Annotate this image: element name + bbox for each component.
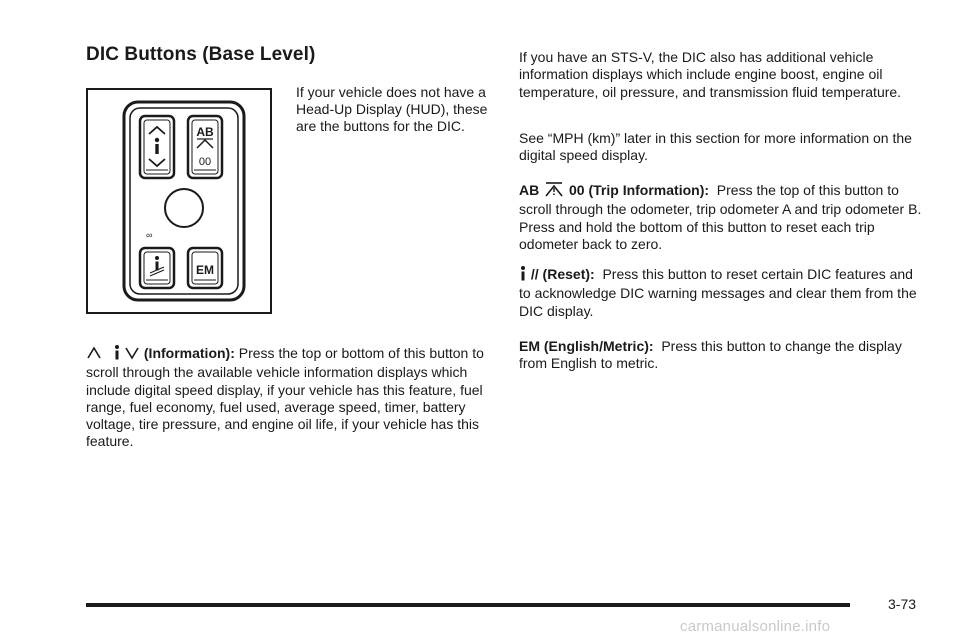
english-metric-button xyxy=(188,248,222,288)
trip-label: 00 (Trip Information): xyxy=(569,182,710,198)
information-paragraph xyxy=(86,344,496,451)
trip-button xyxy=(188,116,222,178)
information-label: (Information): xyxy=(143,345,235,361)
trip-prefix: AB xyxy=(519,182,540,198)
sts-v-paragraph: If you have an STS-V, the DIC also has additional vehicle information displays which include engine boost, engine oil temperature, oil pressure, and transmission fluid temperature. xyxy=(519,49,902,100)
watermark: carmanualsonline.info xyxy=(680,618,831,635)
svg-text:EM: EM xyxy=(196,263,214,277)
trip-information-paragraph xyxy=(519,181,924,253)
dic-button-illustration xyxy=(86,88,272,314)
reset-button xyxy=(140,248,174,288)
trip-reset-arrow-icon xyxy=(543,181,565,201)
speed-display-paragraph: See “MPH (km)” later in this section for more information on the digital speed display. xyxy=(519,130,912,164)
information-text: Press the top or bottom of this button to scroll through the available vehicle information displays which include digital speed display, if your vehicle has this feature, fuel range, fuel economy, fuel used, average speed, timer, battery voltage, tire pressure, and engine oil life, if your vehicle has this feature. xyxy=(86,345,484,450)
reset-paragraph xyxy=(519,265,924,320)
intro-text: If your vehicle does not have a Head-Up Display (HUD), these are the buttons for the DIC. xyxy=(296,84,488,134)
info-reset-symbol-icon xyxy=(519,265,527,285)
svg-text:00: 00 xyxy=(198,156,212,168)
svg-text:AB: AB xyxy=(196,125,214,139)
reset-label: // (Reset): xyxy=(530,266,595,282)
reset-text: Press this button to reset certain DIC features and to acknowledge DIC warning messages and clear them from the DIC display. xyxy=(519,266,917,319)
dic-panel-drawing xyxy=(88,90,270,312)
page-heading: DIC Buttons (Base Level) xyxy=(86,44,316,65)
trip-text: Press the top of this button to scroll through the odometer, trip odometer A and trip odometer B. Press and hold the bottom of this button to reset each trip odometer back to zero. xyxy=(519,182,922,252)
info-scroll-button xyxy=(140,116,174,178)
english-metric-text: Press this button to change the display from English to metric. xyxy=(519,338,902,372)
english-metric-paragraph xyxy=(519,338,924,373)
english-metric-label: EM (English/Metric): xyxy=(519,338,654,354)
svg-text:∞: ∞ xyxy=(146,230,153,240)
info-scroll-symbol-icon xyxy=(86,344,140,364)
page-number: 3-73 xyxy=(888,596,917,612)
footer-rule xyxy=(86,603,850,607)
